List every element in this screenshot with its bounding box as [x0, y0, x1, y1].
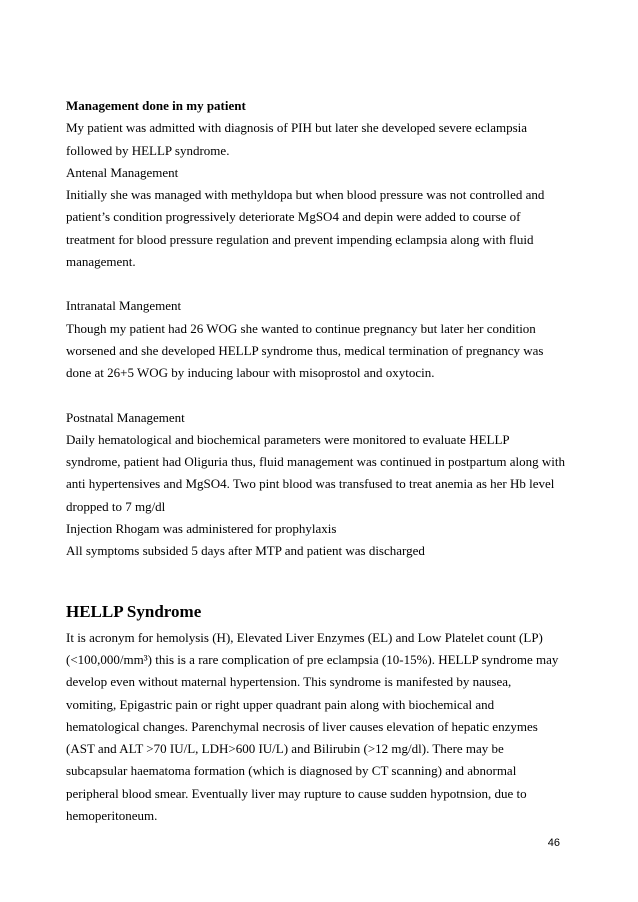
hellp-line-8: peripheral blood smear. Eventually liver may rupture to cause sudden hypotnsion, due to [66, 785, 527, 801]
section-gap [66, 563, 576, 599]
page-content [66, 95, 576, 827]
hellp-line-5: hematological changes. Parenchymal necrosis of liver causes elevation of hepatic enzymes [66, 718, 538, 734]
antenal-line-4: management. [66, 254, 136, 270]
page-number: 46 [547, 837, 560, 849]
antenal-line-1: Initially she was managed with methyldopa but when blood pressure was not controlled and [66, 187, 545, 203]
management-intro-line-2: followed by HELLP syndrome. [66, 142, 230, 158]
postnatal-heading: Postnatal Management [66, 409, 185, 425]
intranatal-line-3: done at 26+5 WOG by inducing labour with misoprostol and oxytocin. [66, 365, 435, 381]
postnatal-line-3: anti hypertensives and MgSO4. Two pint blood was transfused to treat anemia as her Hb level [66, 476, 555, 492]
hellp-line-6: (AST and ALT >70 IU/L, LDH>600 IU/L) and Bilirubin (>12 mg/dl). There may be [66, 741, 504, 757]
postnatal-line-1: Daily hematological and biochemical parameters were monitored to evaluate HELLP [66, 431, 510, 447]
intranatal-heading: Intranatal Mangement [66, 298, 182, 314]
postnatal-line-6: All symptoms subsided 5 days after MTP and patient was discharged [66, 543, 425, 559]
postnatal-line-4: dropped to 7 mg/dl [66, 498, 166, 514]
hellp-heading: HELLP Syndrome [66, 601, 202, 621]
hellp-line-1: It is acronym for hemolysis (H), Elevated Liver Enzymes (EL) and Low Platelet count (LP) [66, 629, 543, 645]
hellp-line-2: (<100,000/mm³) this is a rare complication of pre eclampsia (10-15%). HELLP syndrome may [66, 651, 559, 667]
intranatal-line-1: Though my patient had 26 WOG she wanted to continue pregnancy but later her condition [66, 320, 536, 336]
antenal-heading: Antenal Management [66, 164, 179, 180]
hellp-line-3: develop even without maternal hypertension. This syndrome is manifested by nausea, [66, 674, 512, 690]
postnatal-line-5: Injection Rhogam was administered for prophylaxis [66, 521, 337, 537]
antenal-line-3: treatment for blood pressure regulation and prevent impending eclampsia along with fluid [66, 231, 534, 247]
antenal-line-2: patient’s condition progressively deteriorate MgSO4 and depin were added to course of [66, 209, 521, 225]
hellp-line-9: hemoperitoneum. [66, 808, 158, 824]
hellp-line-7: subcapsular haematoma formation (which is diagnosed by CT scanning) and abnormal [66, 763, 517, 779]
paragraph-gap [66, 385, 576, 407]
intranatal-line-2: worsened and she developed HELLP syndrome thus, medical termination of pregnancy was [66, 342, 544, 358]
postnatal-line-2: syndrome, patient had Oliguria thus, fluid management was continued in postpartum along with [66, 454, 565, 470]
management-heading: Management done in my patient [66, 98, 246, 113]
management-intro-line-1: My patient was admitted with diagnosis of PIH but later she developed severe eclampsia [66, 120, 528, 136]
paragraph-gap [66, 273, 576, 295]
hellp-line-4: vomiting, Epigastric pain or right upper quadrant pain along with biochemical and [66, 696, 495, 712]
